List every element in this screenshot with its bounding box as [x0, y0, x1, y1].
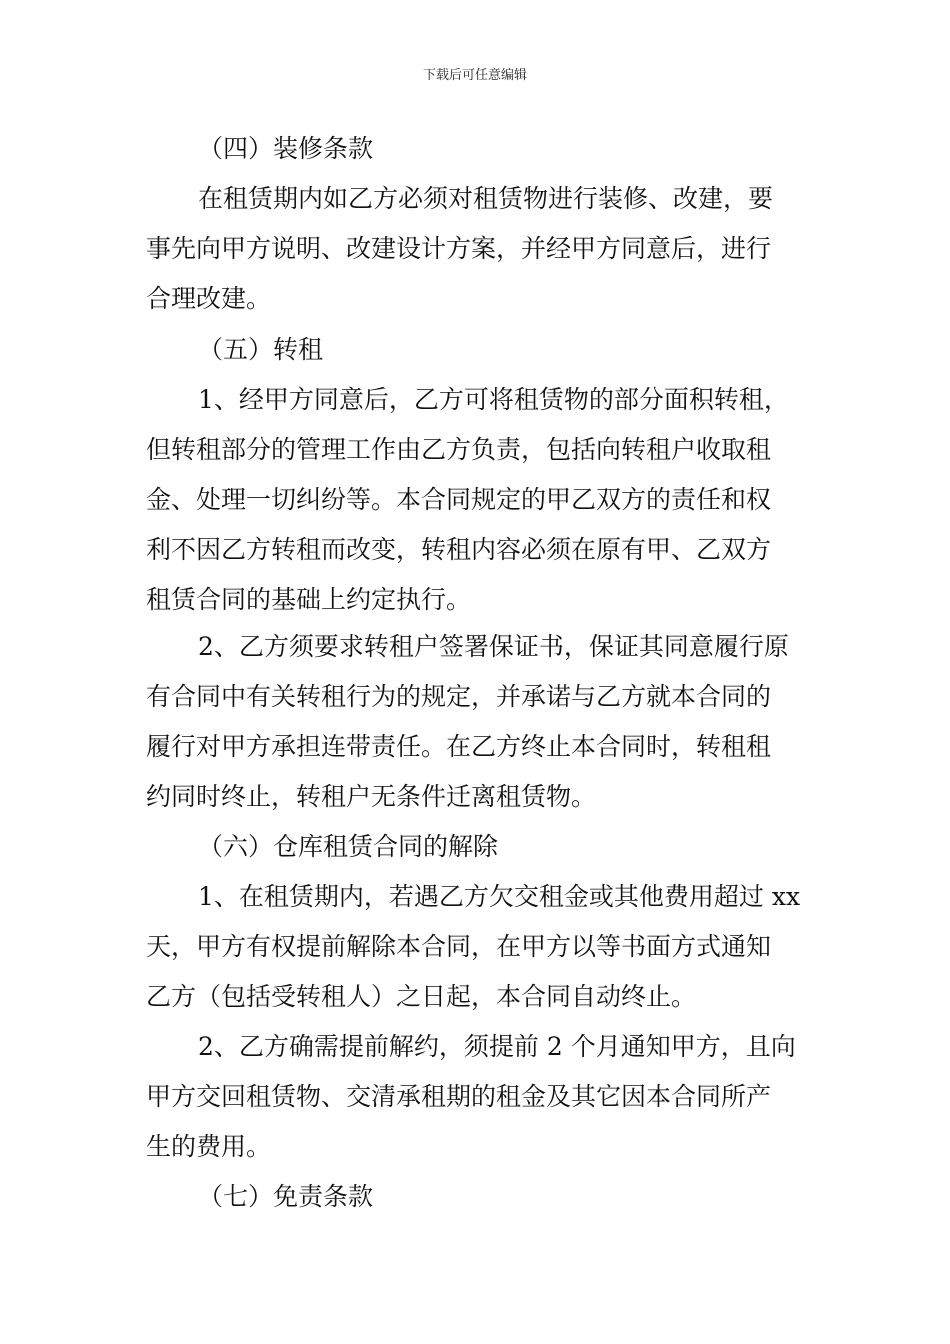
paragraph-line: 1、经甲方同意后，乙方可将租赁物的部分面积转租，	[198, 385, 789, 414]
paragraph-line: 租赁合同的基础上约定执行。	[146, 585, 472, 614]
paragraph-line: 在租赁期内如乙方必须对租赁物进行装修、改建，要	[198, 184, 774, 213]
paragraph-line: 甲方交回租赁物、交清承租期的租金及其它因本合同所产	[146, 1082, 772, 1111]
section-heading-renovation: （四）装修条款	[198, 134, 374, 163]
page-header: 下载后可任意编辑	[422, 68, 527, 83]
section-heading-sublease: （五）转租	[198, 335, 324, 364]
paragraph-line: 2、乙方确需提前解约，须提前 2 个月通知甲方，且向	[198, 1032, 796, 1061]
paragraph-line: 2、乙方须要求转租户签署保证书，保证其同意履行原	[198, 632, 789, 661]
paragraph-line: 乙方（包括受转租人）之日起，本合同自动终止。	[146, 982, 697, 1011]
section-heading-exemption: （七）免责条款	[198, 1182, 374, 1211]
paragraph-line: 天，甲方有权提前解除本合同，在甲方以等书面方式通知	[146, 932, 772, 961]
paragraph-line: 金、处理一切纠纷等。本合同规定的甲乙双方的责任和权	[146, 485, 772, 514]
paragraph-line: 履行对甲方承担连带责任。在乙方终止本合同时，转租租	[146, 732, 772, 761]
paragraph-line: 生的费用。	[146, 1132, 272, 1161]
paragraph-line: 有合同中有关转租行为的规定，并承诺与乙方就本合同的	[146, 682, 772, 711]
paragraph-line: 约同时终止，转租户无条件迁离租赁物。	[146, 782, 597, 811]
paragraph-line: 但转租部分的管理工作由乙方负责，包括向转租户收取租	[146, 435, 772, 464]
paragraph-line: 合理改建。	[146, 284, 272, 313]
section-heading-termination: （六）仓库租赁合同的解除	[198, 832, 499, 861]
paragraph-line: 利不因乙方转租而改变，转租内容必须在原有甲、乙双方	[146, 535, 772, 564]
paragraph-line: 1、在租赁期内，若遇乙方欠交租金或其他费用超过 xx	[198, 882, 801, 911]
paragraph-line: 事先向甲方说明、改建设计方案，并经甲方同意后，进行	[146, 234, 772, 263]
